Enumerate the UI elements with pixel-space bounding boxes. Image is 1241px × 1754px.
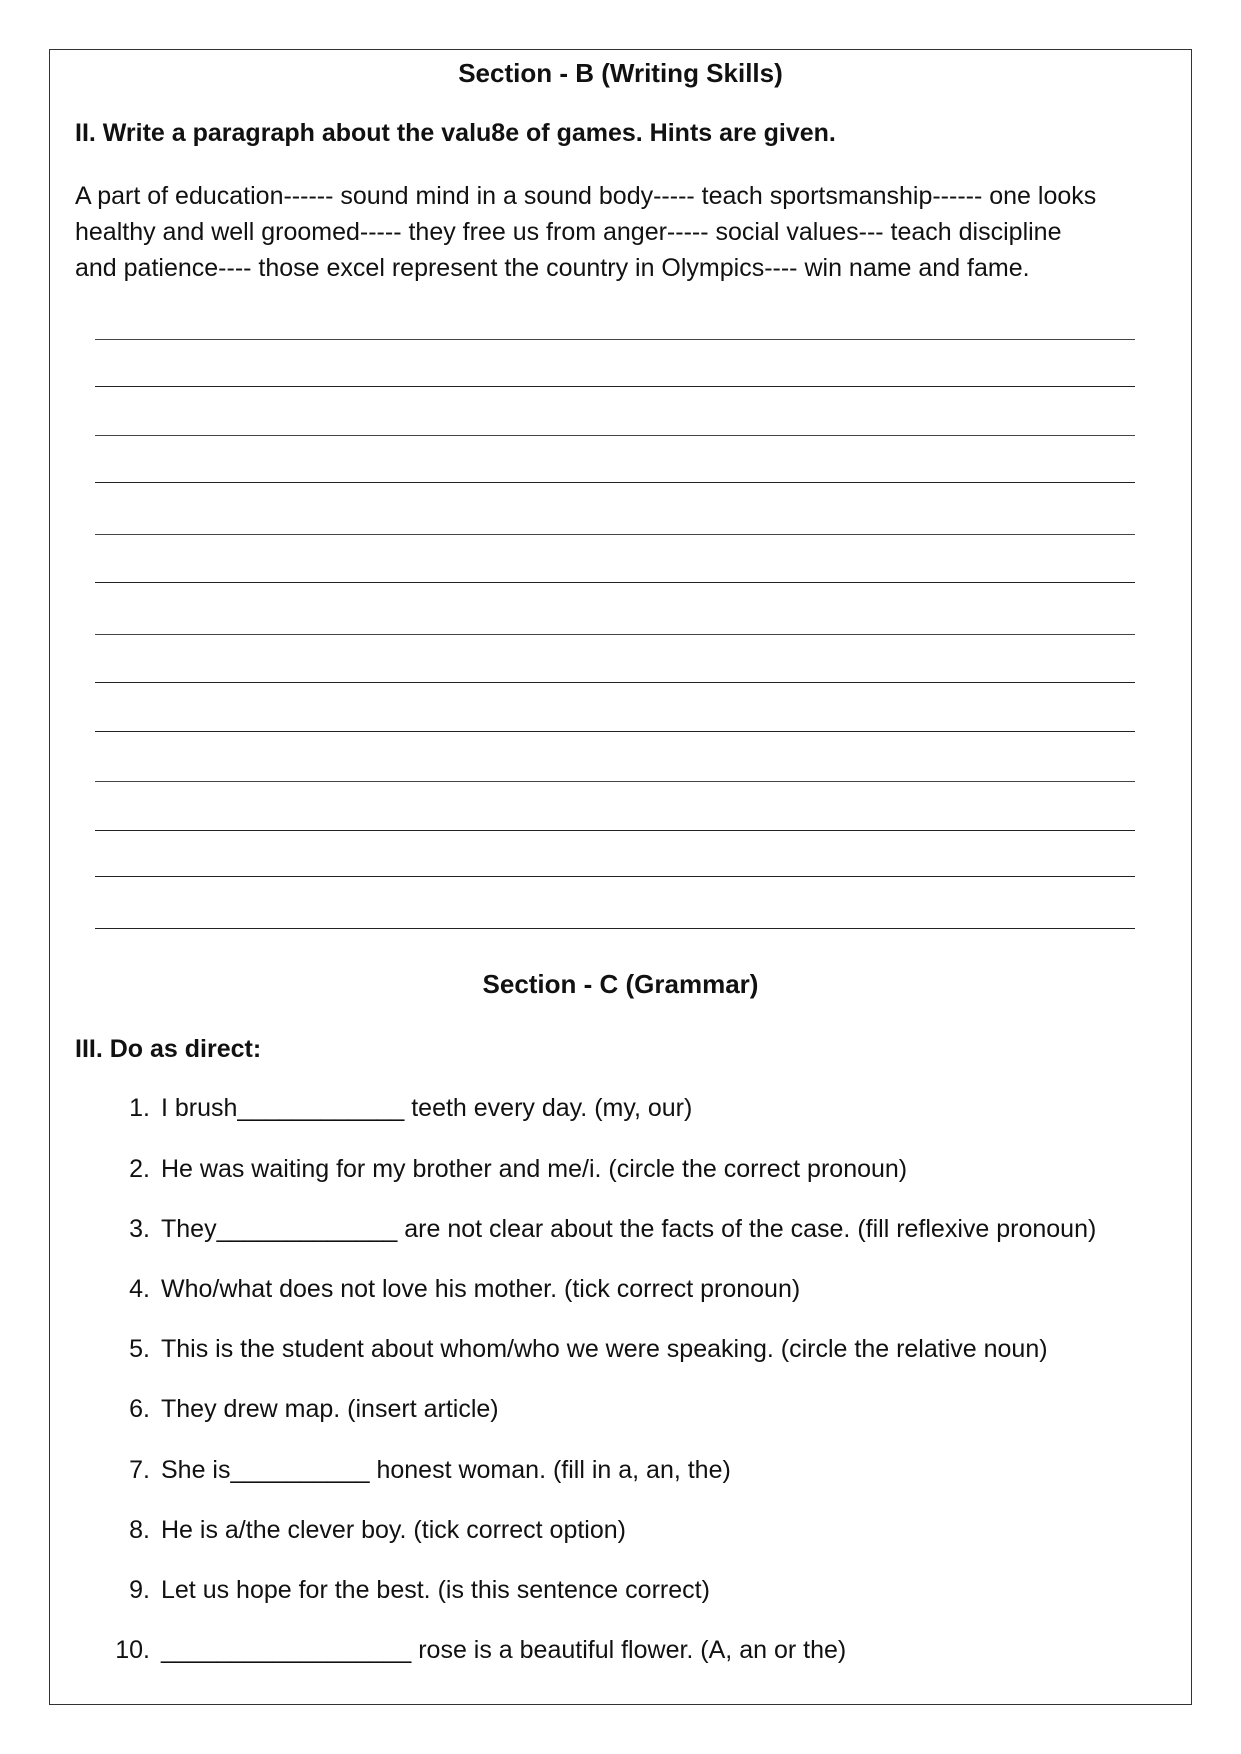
item-number: 9. <box>129 1576 150 1604</box>
item-number: 2. <box>129 1155 150 1183</box>
writing-line[interactable] <box>95 731 1135 732</box>
grammar-item <box>110 1275 800 1304</box>
item-number: 10. <box>115 1636 150 1664</box>
grammar-item <box>110 1215 1096 1244</box>
hints-line: A part of education------ sound mind in a sound body----- teach sportsmanship------ one looks <box>75 182 1097 210</box>
item-text: I brush____________ teeth every day. (my, our) <box>161 1094 693 1122</box>
grammar-item <box>110 1636 846 1665</box>
grammar-item <box>110 1456 731 1485</box>
question-3-heading: III. Do as direct: <box>75 1035 262 1063</box>
grammar-item <box>110 1094 692 1123</box>
writing-line[interactable] <box>95 830 1135 831</box>
hints-paragraph <box>75 178 1096 286</box>
writing-line[interactable] <box>95 482 1135 483</box>
item-number: 8. <box>129 1516 150 1544</box>
item-number: 5. <box>129 1335 150 1363</box>
hints-line: and patience---- those excel represent the country in Olympics---- win name and fame. <box>75 254 1030 282</box>
item-text: He is a/the clever boy. (tick correct option) <box>161 1516 626 1544</box>
grammar-item <box>110 1395 499 1424</box>
item-number: 3. <box>129 1215 150 1243</box>
item-number: 7. <box>129 1456 150 1484</box>
writing-line[interactable] <box>95 682 1135 683</box>
writing-line[interactable] <box>95 876 1135 877</box>
grammar-item <box>110 1335 1048 1364</box>
section-c-title: Section - C (Grammar) <box>482 969 759 999</box>
item-text: He was waiting for my brother and me/i. (circle the correct pronoun) <box>161 1155 908 1183</box>
writing-line[interactable] <box>95 386 1135 387</box>
writing-line[interactable] <box>95 928 1135 929</box>
grammar-item <box>110 1516 626 1545</box>
writing-line[interactable] <box>95 582 1135 583</box>
item-number: 6. <box>129 1395 150 1423</box>
writing-line[interactable] <box>95 634 1135 635</box>
writing-line[interactable] <box>95 339 1135 340</box>
item-text: They_____________ are not clear about the facts of the case. (fill reflexive pronoun) <box>161 1215 1097 1243</box>
item-number: 1. <box>129 1094 150 1122</box>
item-text: Let us hope for the best. (is this sentence correct) <box>161 1576 710 1604</box>
writing-line[interactable] <box>95 781 1135 782</box>
item-text: Who/what does not love his mother. (tick correct pronoun) <box>161 1275 801 1303</box>
item-text: She is__________ honest woman. (fill in a, an, the) <box>161 1456 731 1484</box>
item-number: 4. <box>129 1275 150 1303</box>
section-b-title: Section - B (Writing Skills) <box>458 58 783 88</box>
grammar-item <box>110 1576 710 1605</box>
item-text: This is the student about whom/who we were speaking. (circle the relative noun) <box>161 1335 1048 1363</box>
writing-line[interactable] <box>95 534 1135 535</box>
writing-line[interactable] <box>95 435 1135 436</box>
grammar-item <box>110 1155 907 1184</box>
item-text: They drew map. (insert article) <box>161 1395 499 1423</box>
hints-line: healthy and well groomed----- they free us from anger----- social values--- teach discipline <box>75 218 1062 246</box>
item-text: __________________ rose is a beautiful flower. (A, an or the) <box>161 1636 847 1664</box>
question-2-heading: II. Write a paragraph about the valu8e of games. Hints are given. <box>75 119 836 147</box>
